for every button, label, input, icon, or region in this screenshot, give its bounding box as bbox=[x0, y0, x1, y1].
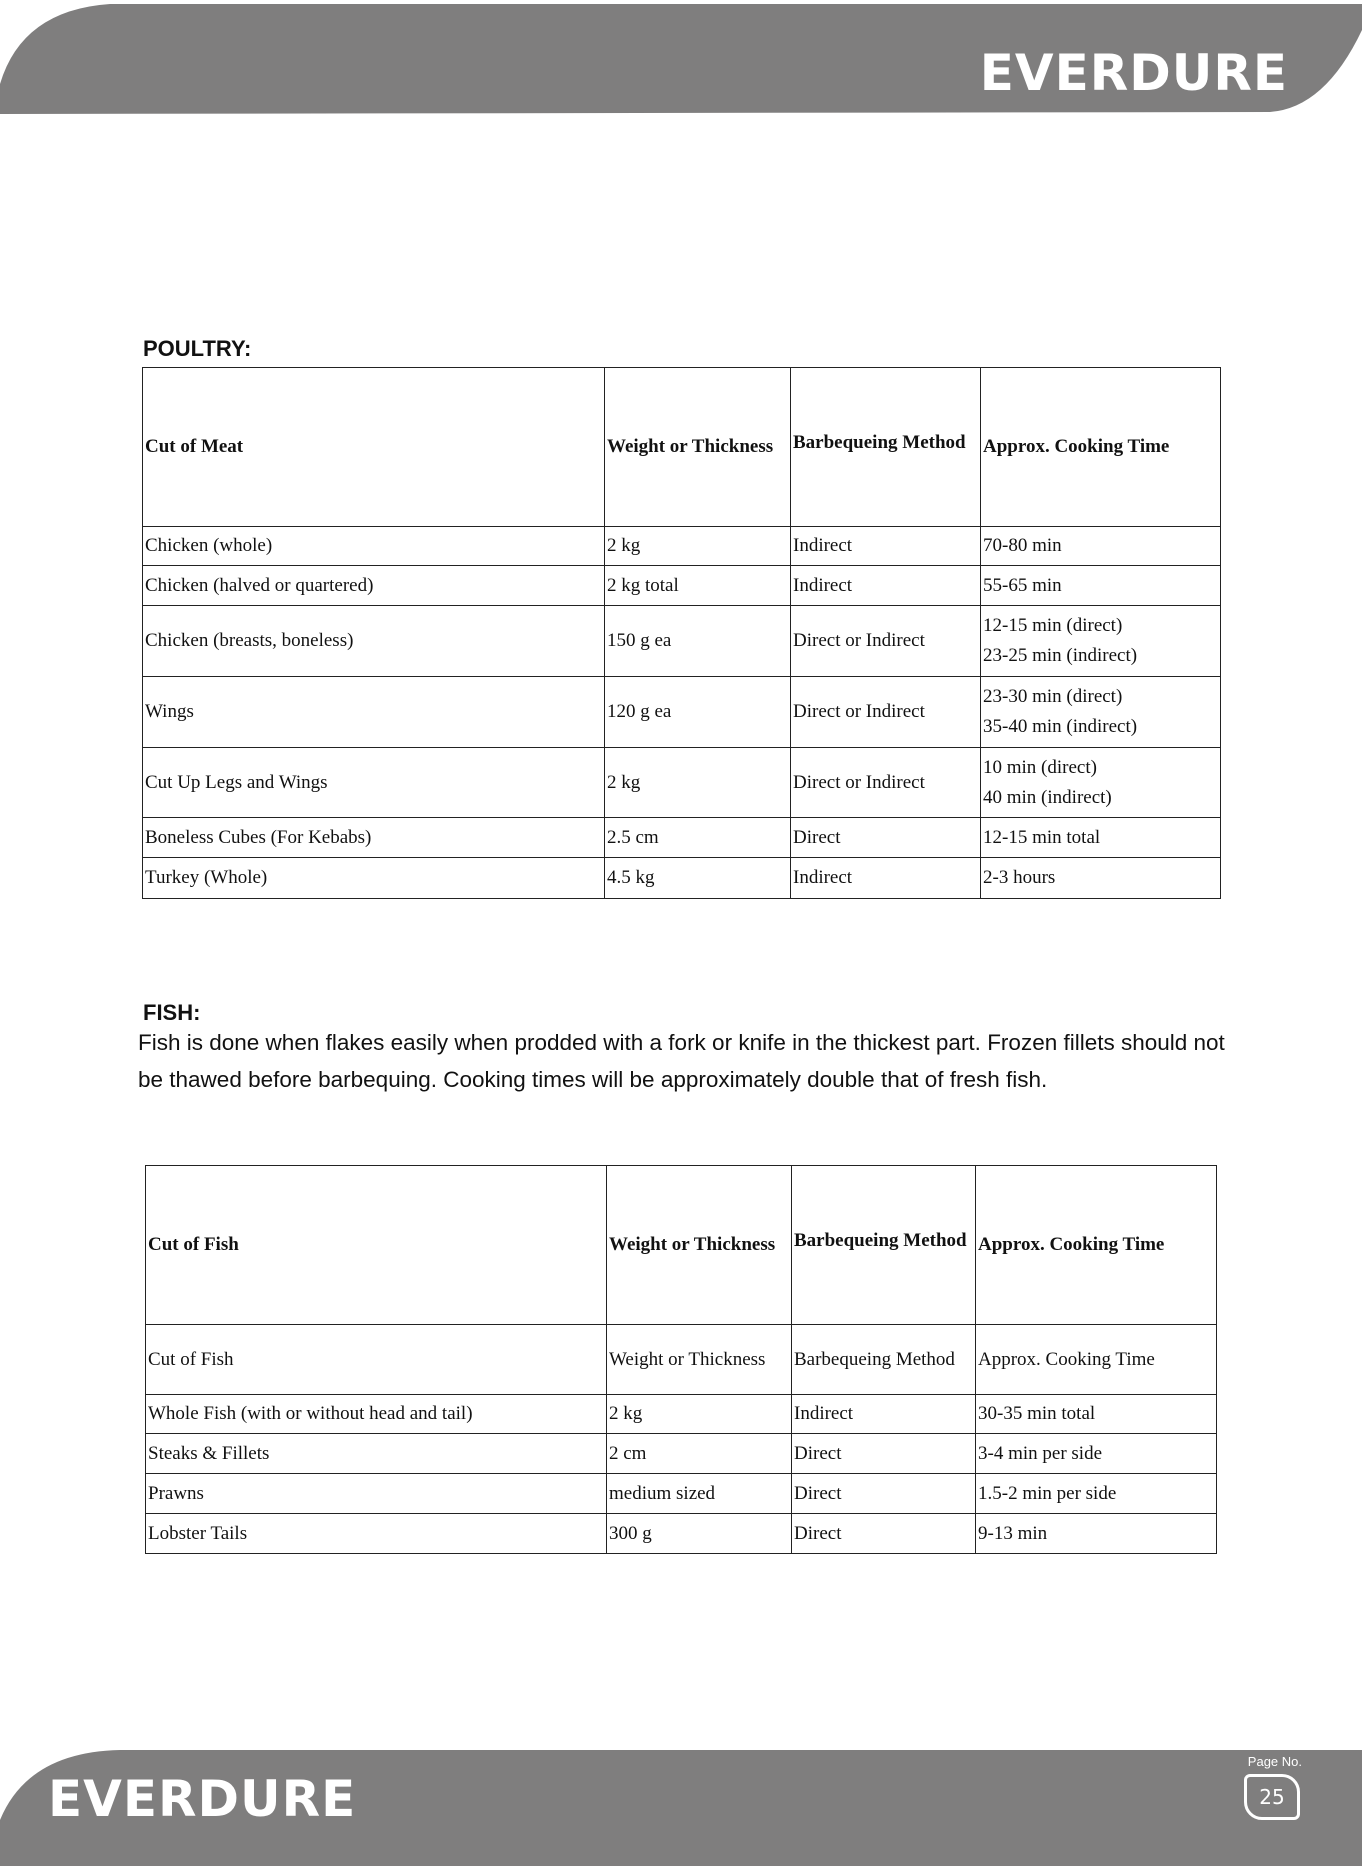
cell: 2-3 hours bbox=[981, 858, 1221, 899]
cell: Cut of Fish bbox=[146, 1325, 607, 1395]
cell: 9-13 min bbox=[976, 1514, 1217, 1554]
cell: Barbequeing Method bbox=[792, 1325, 976, 1395]
cell: Direct or Indirect bbox=[791, 748, 981, 818]
table-row bbox=[146, 1474, 1217, 1514]
header-cell: Approx. Cooking Time bbox=[976, 1166, 1217, 1325]
cell: Prawns bbox=[146, 1474, 607, 1514]
poultry-header-row bbox=[143, 368, 1221, 527]
fish-title: FISH: bbox=[143, 1000, 201, 1025]
cell: Direct bbox=[792, 1434, 976, 1474]
poultry-table bbox=[142, 367, 1221, 899]
cell: Chicken (whole) bbox=[143, 527, 605, 566]
cell: 1.5-2 min per side bbox=[976, 1474, 1217, 1514]
fish-table bbox=[145, 1165, 1217, 1554]
cell: Indirect bbox=[791, 566, 981, 606]
cell: Steaks & Fillets bbox=[146, 1434, 607, 1474]
table-row bbox=[143, 677, 1221, 748]
table-row bbox=[143, 748, 1221, 818]
header-cell: Weight or Thickness bbox=[605, 368, 791, 527]
cell: Direct or Indirect bbox=[791, 606, 981, 677]
table-row bbox=[143, 818, 1221, 858]
cell: Direct or Indirect bbox=[791, 677, 981, 748]
cell: 2 kg bbox=[607, 1395, 792, 1434]
table-row bbox=[146, 1514, 1217, 1554]
table-row bbox=[146, 1395, 1217, 1434]
header-cell: Barbequeing Method bbox=[791, 368, 981, 527]
header-cell: Cut of Fish bbox=[146, 1166, 607, 1325]
brand-logo-bottom: EVERDURE bbox=[48, 1770, 357, 1828]
cell: 2 kg total bbox=[605, 566, 791, 606]
cell: 30-35 min total bbox=[976, 1395, 1217, 1434]
cell: Direct bbox=[791, 818, 981, 858]
cell: Approx. Cooking Time bbox=[976, 1325, 1217, 1395]
header-cell: Approx. Cooking Time bbox=[981, 368, 1221, 527]
cell: medium sized bbox=[607, 1474, 792, 1514]
cell: 120 g ea bbox=[605, 677, 791, 748]
table-row bbox=[143, 527, 1221, 566]
cell-line: 40 min (indirect) bbox=[983, 786, 1112, 808]
cell: Direct bbox=[792, 1514, 976, 1554]
fish-header-row bbox=[146, 1166, 1217, 1325]
cell: 70-80 min bbox=[981, 527, 1221, 566]
cell: 12-15 min total bbox=[981, 818, 1221, 858]
cell: Chicken (halved or quartered) bbox=[143, 566, 605, 606]
table-row bbox=[143, 566, 1221, 606]
cell: 55-65 min bbox=[981, 566, 1221, 606]
cell: Lobster Tails bbox=[146, 1514, 607, 1554]
page-number-badge: 25 bbox=[1244, 1774, 1300, 1820]
cell-line: 12-15 min (direct) bbox=[983, 615, 1123, 636]
cell-line: 23-25 min (indirect) bbox=[983, 645, 1138, 666]
cell: Weight or Thickness bbox=[607, 1325, 792, 1395]
cell: Wings bbox=[143, 677, 605, 748]
cell: 2 cm bbox=[607, 1434, 792, 1474]
cell-line: 10 min (direct) bbox=[983, 756, 1097, 778]
cell: Indirect bbox=[791, 527, 981, 566]
cell: 2 kg bbox=[605, 748, 791, 818]
cell: Turkey (Whole) bbox=[143, 858, 605, 899]
cell bbox=[981, 606, 1221, 677]
header-cell: Weight or Thickness bbox=[607, 1166, 792, 1325]
cell: Whole Fish (with or without head and tail) bbox=[146, 1395, 607, 1434]
cell bbox=[981, 677, 1221, 748]
cell: 150 g ea bbox=[605, 606, 791, 677]
brand-logo-top: EVERDURE bbox=[979, 44, 1288, 102]
cell: Cut Up Legs and Wings bbox=[143, 748, 605, 818]
fish-paragraph: Fish is done when flakes easily when prodded with a fork or knife in the thickest part. Frozen fillets should not be thawed before barbequing. Cooking times will be approximately double that of fresh fish. bbox=[138, 1030, 1225, 1092]
table-row bbox=[143, 858, 1221, 899]
cell bbox=[981, 748, 1221, 818]
cell: 4.5 kg bbox=[605, 858, 791, 899]
cell: 2 kg bbox=[605, 527, 791, 566]
cell: 3-4 min per side bbox=[976, 1434, 1217, 1474]
page-number-label: Page No. bbox=[1247, 1754, 1302, 1769]
cell-line: 35-40 min (indirect) bbox=[983, 716, 1138, 737]
table-row bbox=[146, 1434, 1217, 1474]
cell: Chicken (breasts, boneless) bbox=[143, 606, 605, 677]
cell: 300 g bbox=[607, 1514, 792, 1554]
header-cell: Barbequeing Method bbox=[792, 1166, 976, 1325]
cell: Direct bbox=[792, 1474, 976, 1514]
table-row bbox=[143, 606, 1221, 677]
table-row bbox=[146, 1325, 1217, 1395]
cell: Indirect bbox=[792, 1395, 976, 1434]
cell: Indirect bbox=[791, 858, 981, 899]
poultry-title: POULTRY: bbox=[143, 336, 252, 361]
cell-line: 23-30 min (direct) bbox=[983, 686, 1123, 707]
cell: 2.5 cm bbox=[605, 818, 791, 858]
header-cell: Cut of Meat bbox=[143, 368, 605, 527]
cell: Boneless Cubes (For Kebabs) bbox=[143, 818, 605, 858]
